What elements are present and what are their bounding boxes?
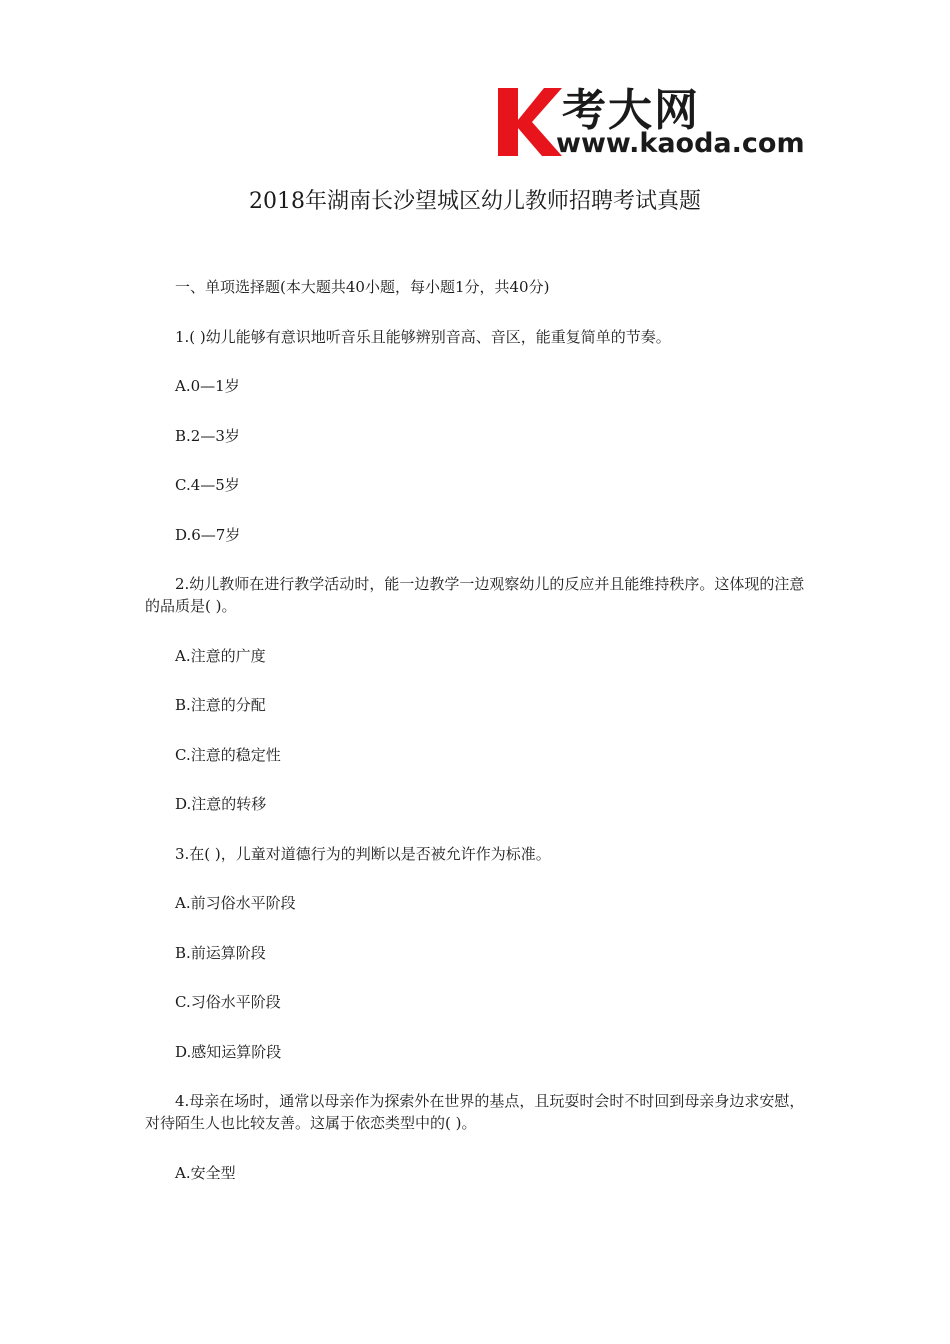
- kaoda-k-logo-mark: [492, 80, 564, 160]
- option: B.2—3岁: [175, 426, 240, 445]
- logo-url: www.kaoda.com: [556, 128, 805, 159]
- option: D.感知运算阶段: [175, 1042, 282, 1061]
- option: B.注意的分配: [175, 696, 266, 714]
- option: D.注意的转移: [175, 795, 267, 813]
- question-stem: 3.在( )，儿童对道德行为的判断以是否被允许作为标准。: [175, 844, 551, 863]
- logo-name: 考大网: [562, 85, 700, 136]
- question-stem: 4.母亲在场时，通常以母亲作为探索外在世界的基点，且玩耍时会时不时回到母亲身边求安慰，对待陌生人也比较友善。这属于依恋类型中的( )。: [145, 1092, 805, 1132]
- page-title: 2018年湖南长沙望城区幼儿教师招聘考试真题: [249, 189, 701, 214]
- document-body: [145, 276, 810, 1211]
- question-stem: 1.( )幼儿能够有意识地听音乐且能够辨别音高、音区，能重复简单的节奏。: [175, 327, 671, 346]
- option: C.注意的稳定性: [175, 745, 281, 764]
- option: C.习俗水平阶段: [175, 993, 281, 1011]
- kaoda-logo: [492, 80, 812, 160]
- question-stem: 2.幼儿教师在进行教学活动时，能一边教学一边观察幼儿的反应并且能维持秩序。这体现的注意的品质是( )。: [145, 575, 805, 615]
- option: A.安全型: [175, 1163, 236, 1182]
- section-heading: 一、单项选择题(本大题共40小题，每小题1分，共40分): [175, 278, 550, 296]
- option: A.注意的广度: [175, 646, 266, 665]
- option: A.前习俗水平阶段: [175, 894, 296, 912]
- option: D.6—7岁: [175, 525, 241, 544]
- option: C.4—5岁: [175, 476, 240, 494]
- option: B.前运算阶段: [175, 943, 266, 962]
- option: A.0—1岁: [175, 377, 240, 395]
